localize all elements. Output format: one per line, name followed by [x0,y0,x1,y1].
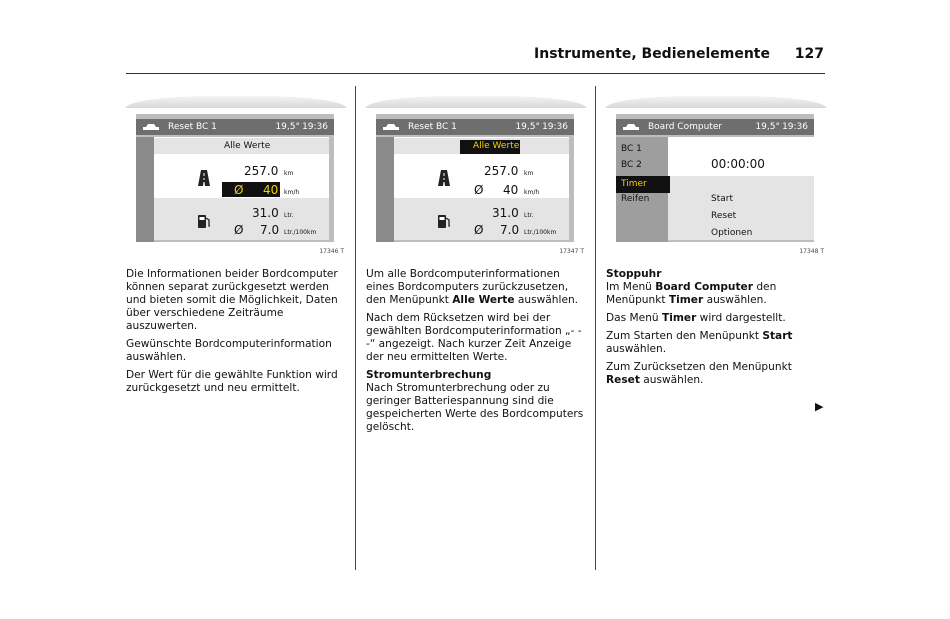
status-bar [136,119,334,135]
consumption-value: 7.0 [260,223,280,237]
text-run: auswählen. [639,374,704,386]
paragraph [606,312,826,325]
paragraph: Die Informationen beider Bordcomputer können separat zurückgesetzt werden und bieten somit die Möglichkeit, Daten über verschiedene Zeiträume auszuwerten. [126,268,338,332]
distance-value: 257.0 [244,164,279,178]
fuel-pump-icon [196,214,212,229]
text-run-bold: Board Computer [655,281,753,293]
consumption-unit: Ltr./100km [524,229,557,236]
car-icon [622,123,640,131]
clock: 19:36 [302,122,328,132]
option-optionen[interactable]: Optionen [711,228,753,238]
screen [376,114,574,242]
screen [136,114,334,242]
menu-item-bc1[interactable]: BC 1 [621,144,642,154]
text-run: den Menüpunkt [606,281,777,306]
distance-unit: km [524,170,534,177]
text-run-bold: Timer [662,312,697,324]
text-run-bold: Timer [668,294,704,306]
status-label: Board Computer [648,122,723,132]
status-label: Reset BC 1 [408,122,457,132]
display-screen-1 [126,88,346,260]
text-run: auswählen. [606,343,667,355]
paragraph [606,330,826,356]
menu-all-values-selected[interactable]: Alle Werte [473,141,520,151]
speed-unit: km/h [284,189,300,196]
section-title: Instrumente, Bedienelemente [534,46,770,62]
text-run: Zum Starten den Menüpunkt [606,330,763,342]
display-bezel [126,96,346,108]
temperature: 19,5° [515,122,540,132]
paragraph [606,281,826,307]
text-run-bold: Alle Werte [452,294,515,306]
text-run-bold: Start [762,330,793,342]
text-column-3 [606,268,826,392]
paragraph: Nach dem Rücksetzen wird bei der gewählten Bordcomputerinformation „- - -“ angezeigt. Nach kurzer Zeit Anzeige der neu ermittelten Werte. [366,312,582,363]
text-run: wird dargestellt. [696,312,786,324]
status-label: Reset BC 1 [168,122,217,132]
car-icon [142,123,160,131]
menu-item-timer-selected[interactable]: Timer [616,176,670,193]
speed-value: 40 [263,183,279,197]
paragraph: Der Wert für die gewählte Funktion wird zurückgesetzt und neu ermittelt. [126,369,338,394]
text-column-2 [366,268,586,439]
continue-arrow-icon: ▶ [815,400,824,413]
car-icon [382,123,400,131]
menu-item-bc2[interactable]: BC 2 [621,160,642,170]
figure-id: 17348 T [799,248,824,255]
fuel-unit: Ltr. [284,212,294,219]
status-bar [376,119,574,135]
temperature: 19,5° [755,122,780,132]
avg-symbol: Ø [234,223,244,237]
option-reset[interactable]: Reset [711,211,737,221]
distance-unit: km [284,170,294,177]
text-run: Um alle Bordcomputerinformationen eines Bordcomputers zurückzusetzen, den Menüpunkt [366,268,569,306]
page-number: 127 [794,46,824,62]
paragraph [366,268,586,307]
header-rule [126,73,825,74]
subheading: Stoppuhr [606,268,662,280]
text-run: Im Menü [606,281,656,293]
fuel-pump-icon [436,214,452,229]
consumption-value: 7.0 [500,223,520,237]
menu-all-values[interactable]: Alle Werte [224,141,271,151]
fuel-value: 31.0 [492,206,519,220]
side-strip [136,137,154,242]
road-icon [196,170,212,186]
timer-display: 00:00:00 [711,157,765,171]
text-column-1 [126,268,344,400]
figure-id: 17346 T [319,248,344,255]
column-divider [595,86,596,570]
status-bar [616,119,814,135]
text-run: Zum Zurücksetzen den Menüpunkt [606,361,792,373]
fuel-value: 31.0 [252,206,279,220]
distance-value: 257.0 [484,164,519,178]
speed-value: 40 [503,183,519,197]
paragraph [606,361,826,387]
avg-symbol: Ø [474,223,484,237]
display-bezel [366,96,586,108]
consumption-unit: Ltr./100km [284,229,317,236]
subheading: Stromunterbrechung [366,369,492,381]
paragraph: Nach Stromunterbrechung oder zu geringer Batteriespannung sind die gespeicherten Werte des Bordcomputers gelöscht. [366,382,584,433]
column-divider [355,86,356,570]
text-run: auswählen. [514,294,579,306]
speed-unit: km/h [524,189,540,196]
temperature: 19,5° [275,122,300,132]
figure-id: 17347 T [559,248,584,255]
fuel-unit: Ltr. [524,212,534,219]
text-run: Das Menü [606,312,662,324]
clock: 19:36 [542,122,568,132]
display-bezel [606,96,826,108]
display-screen-2 [366,88,586,260]
menu-item-reifen[interactable]: Reifen [621,194,650,204]
avg-symbol: Ø [234,183,244,197]
screen [616,114,814,242]
road-icon [436,170,452,186]
side-strip [376,137,394,242]
clock: 19:36 [782,122,808,132]
avg-symbol: Ø [474,183,484,197]
paragraph: Gewünschte Bordcomputerinformation auswählen. [126,338,332,363]
display-screen-3 [606,88,826,260]
page-header [126,46,826,72]
option-start[interactable]: Start [711,194,733,204]
text-run: auswählen. [703,294,767,306]
text-run-bold: Reset [606,374,640,386]
